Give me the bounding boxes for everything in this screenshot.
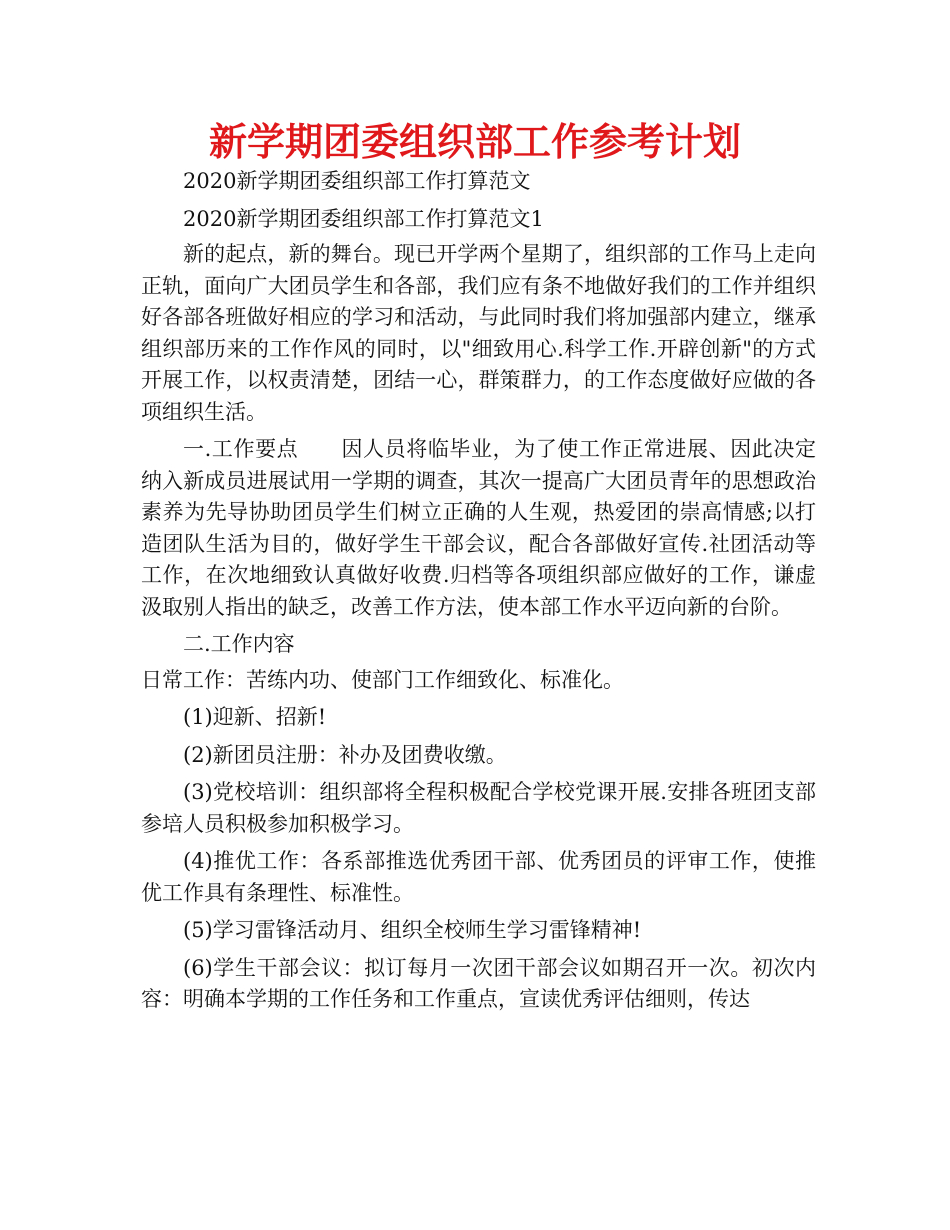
subtitle-line-1: 2020新学期团委组织部工作打算范文	[183, 169, 531, 193]
list-item-2: (2)新团员注册：补办及团费收缴。	[183, 742, 507, 767]
list-item-1: (1)迎新、招新!	[183, 705, 327, 729]
document-body	[141, 166, 816, 1016]
document-title: 新学期团委组织部工作参考计划	[208, 120, 741, 164]
list-item-5: (5)学习雷锋活动月、组织全校师生学习雷锋精神!	[183, 918, 642, 942]
daily-work-line: 日常工作：苦练内功、使部门工作细致化、标准化。	[141, 667, 624, 692]
list-item-4: (4)推优工作：各系部推选优秀团干部、优秀团员的评审工作，使推优工作具有条理性、标准性。	[141, 849, 816, 905]
list-item-3: (3)党校培训：组织部将全程积极配合学校党课开展.安排各班团支部参培人员积极参加积极学习。	[141, 780, 816, 836]
subtitle-line-2: 2020新学期团委组织部工作打算范文1	[183, 206, 544, 231]
section-2-heading: 二.工作内容	[183, 632, 295, 656]
intro-paragraph: 新的起点，新的舞台。现已开学两个星期了，组织部的工作马上走向正轨，面向广大团员学生和各部，我们应有条不地做好我们的工作并组织好各部各班做好相应的学习和活动，与此同时我们将加强部内建立，继承组织部历来的工作作风的同时，以"细致用心.科学工作.开辟创新"的方式开展工作，以权责清楚，团结一心，群策群力，的工作态度做好应做的各项组织生活。	[141, 242, 816, 424]
section-1-paragraph: 一.工作要点 因人员将临毕业，为了使工作正常进展、因此决定纳入新成员进展试用一学期的调查，其次一提高广大团员青年的思想政治素养为先导协助团员学生们树立正确的人生观，热爱团的崇高情感;以打造团队生活为目的，做好学生干部会议，配合各部做好宣传.社团活动等工作，在次地细致认真做好收费.归档等各项组织部应做好的工作，谦虚汲取别人指出的缺乏，改善工作方法，使本部工作水平迈向新的台阶。	[141, 437, 816, 619]
list-item-6: (6)学生干部会议：拟订每月一次团干部会议如期召开一次。初次内容：明确本学期的工作任务和工作重点，宣读优秀评估细则，传达	[141, 955, 816, 1011]
